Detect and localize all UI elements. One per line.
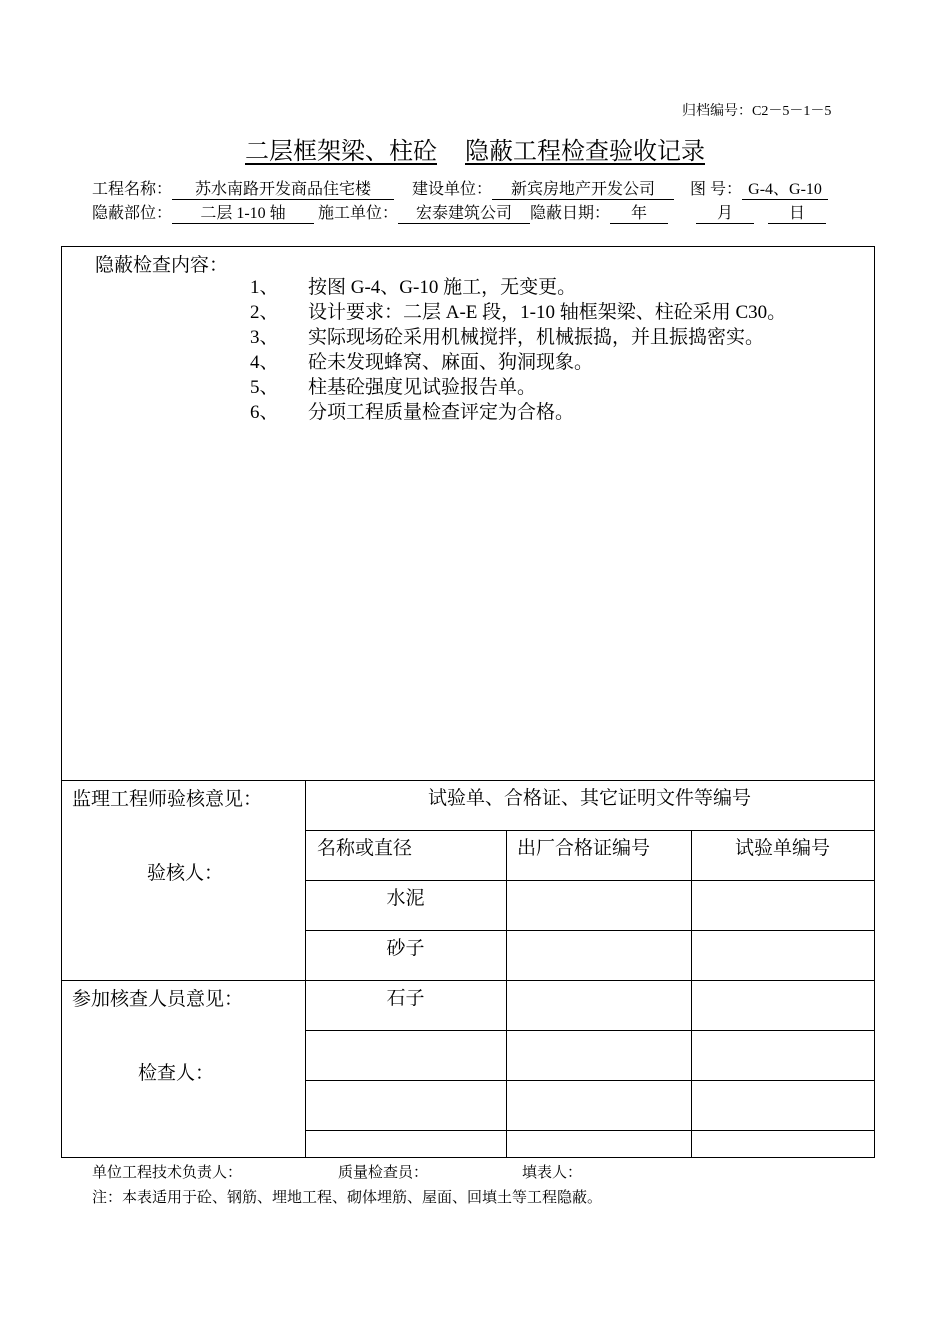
drawing-label: 图 号： <box>690 181 743 198</box>
divider <box>305 780 306 1157</box>
contractor-label: 施工单位： <box>318 205 399 222</box>
divider <box>305 880 874 881</box>
project-value: 苏水南路开发商品住宅楼 <box>172 180 394 200</box>
drawing-value: G-4、G-10 <box>742 180 828 200</box>
item-text: 柱基砼强度见试验报告单。 <box>308 377 537 398</box>
filler-label: 填表人： <box>522 1165 583 1181</box>
item-text: 分项工程质量检查评定为合格。 <box>308 402 575 423</box>
item-text: 砼未发现蜂窝、麻面、狗洞现象。 <box>308 352 594 373</box>
cert-row-cement: 水泥 <box>386 888 425 909</box>
divider <box>305 1080 874 1081</box>
item-number: 4、 <box>250 352 279 373</box>
item-number: 3、 <box>250 327 279 348</box>
location-value: 二层 1-10 轴 <box>172 204 314 224</box>
item-number: 1、 <box>250 277 279 298</box>
item-text: 实际现场砼采用机械搅拌，机械振捣，并且振捣密实。 <box>308 327 765 348</box>
builder-value: 新宾房地产开发公司 <box>492 180 674 200</box>
project-label: 工程名称： <box>92 181 173 198</box>
divider <box>305 930 874 931</box>
title-form-name: 隐蔽工程检查验收记录 <box>465 139 705 165</box>
participants-opinion-label: 参加核查人员意见： <box>72 989 244 1010</box>
footnote: 注：本表适用于砼、钢筋、埋地工程、砌体埋筋、屋面、回填土等工程隐蔽。 <box>92 1190 603 1206</box>
cert-column-name: 名称或直径 <box>317 838 413 859</box>
divider <box>305 1130 874 1131</box>
item-number: 6、 <box>250 402 279 423</box>
page-title <box>0 131 950 166</box>
builder-label: 建设单位： <box>412 181 493 198</box>
header-row-2 <box>92 200 826 224</box>
contractor-value: 宏泰建筑公司 <box>398 204 530 224</box>
cert-column-test-report: 试验单编号 <box>734 838 830 859</box>
cert-row-sand: 砂子 <box>386 938 425 959</box>
cert-column-factory-cert: 出厂合格证编号 <box>517 838 651 859</box>
participants-signer-label: 检查人： <box>138 1063 215 1084</box>
supervisor-opinion-label: 监理工程师验核意见： <box>72 789 263 810</box>
item-number: 2、 <box>250 302 279 323</box>
cert-row-gravel: 石子 <box>386 988 425 1009</box>
day-blank: 日 <box>768 204 826 224</box>
year-blank: 年 <box>610 204 668 224</box>
header-row-1 <box>92 176 828 200</box>
archive-number: 归档编号：C2－5－1－5 <box>682 104 832 119</box>
cert-table-title: 试验单、合格证、其它证明文件等编号 <box>427 788 751 809</box>
item-text: 按图 G-4、G-10 施工，无变更。 <box>308 277 577 298</box>
supervisor-signer-label: 验核人： <box>147 863 224 884</box>
month-blank: 月 <box>696 204 754 224</box>
qc-label: 质量检查员： <box>338 1165 429 1181</box>
title-subject: 二层框架梁、柱砼 <box>245 139 437 165</box>
date-label: 隐蔽日期： <box>530 205 611 222</box>
divider <box>305 830 874 831</box>
tech-lead-label: 单位工程技术负责人： <box>92 1165 243 1181</box>
divider <box>62 980 874 981</box>
item-number: 5、 <box>250 377 279 398</box>
item-text: 设计要求：二层 A-E 段，1-10 轴框架梁、柱砼采用 C30。 <box>308 302 787 323</box>
divider <box>62 780 874 781</box>
divider <box>305 1030 874 1031</box>
location-label: 隐蔽部位： <box>92 205 173 222</box>
content-heading: 隐蔽检查内容： <box>95 255 229 276</box>
